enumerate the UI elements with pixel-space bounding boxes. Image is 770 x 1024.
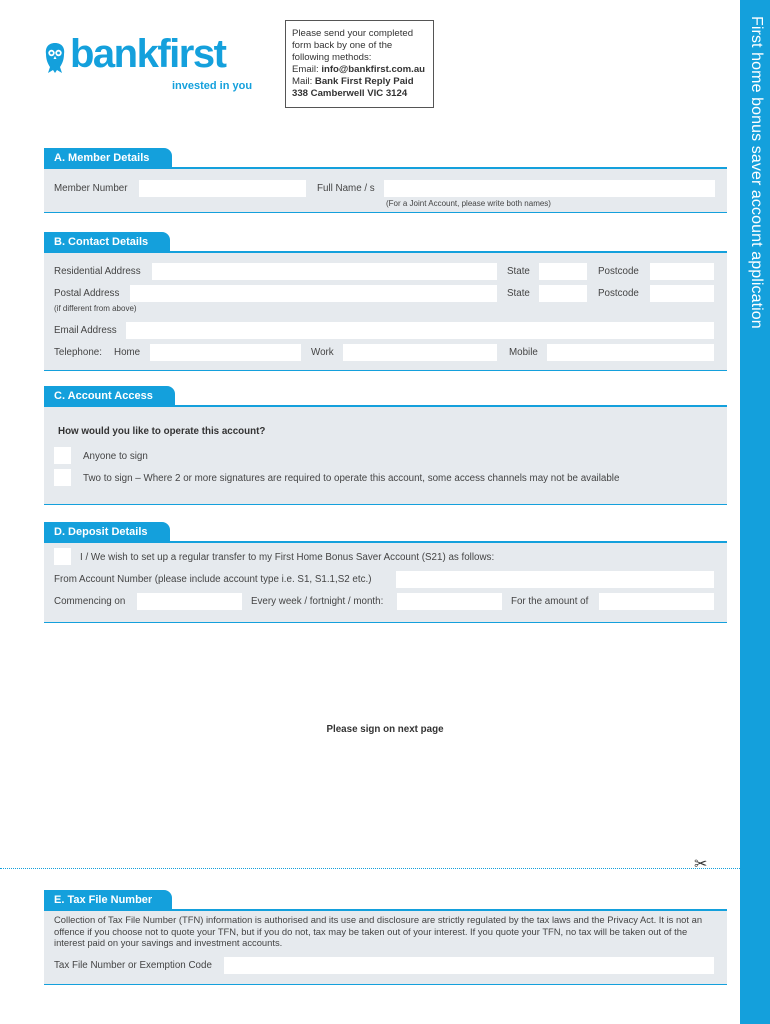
- bankfirst-logo: [44, 32, 264, 98]
- send-line-1: Please send your completed: [292, 28, 414, 39]
- residential-address-label: Residential Address: [54, 266, 141, 277]
- send-email: [292, 64, 433, 76]
- send-mail-value: Bank First Reply Paid: [314, 76, 414, 87]
- send-line-3: following methods:: [292, 52, 372, 63]
- mobile-phone-field[interactable]: [547, 344, 714, 361]
- send-mail-label: Mail:: [292, 76, 315, 87]
- send-email-value[interactable]: info@bankfirst.com.au: [321, 64, 426, 75]
- frequency-label: Every week / fortnight / month:: [251, 596, 384, 607]
- section-e-header: E. Tax File Number: [44, 890, 172, 910]
- send-mail: [292, 76, 433, 88]
- from-account-label: From Account Number (please include account type i.e. S1, S1.1,S2 etc.): [54, 574, 372, 585]
- send-instructions-box: [285, 20, 434, 108]
- residential-address-field[interactable]: [152, 263, 497, 280]
- anyone-to-sign-label: Anyone to sign: [83, 451, 148, 462]
- section-a-header: A. Member Details: [44, 148, 172, 168]
- owl-icon: [44, 42, 66, 74]
- frequency-field[interactable]: [397, 593, 502, 610]
- sign-next-page-note: Please sign on next page: [326, 724, 444, 735]
- residential-state-label: State: [507, 266, 530, 277]
- email-address-label: Email Address: [54, 325, 117, 336]
- postal-state-field[interactable]: [539, 285, 587, 302]
- amount-field[interactable]: [599, 593, 714, 610]
- full-name-label: Full Name / s: [317, 183, 375, 194]
- work-phone-field[interactable]: [343, 344, 497, 361]
- scissors-icon: ✂: [694, 856, 708, 873]
- commencing-on-field[interactable]: [137, 593, 242, 610]
- postal-address-note: (if different from above): [54, 304, 137, 313]
- side-title-text: First home bonus saver account application: [748, 16, 765, 329]
- section-c-header: C. Account Access: [44, 386, 175, 406]
- mobile-phone-label: Mobile: [509, 347, 538, 358]
- postal-address-field[interactable]: [130, 285, 497, 302]
- regular-transfer-label: I / We wish to set up a regular transfer to my First Home Bonus Saver Account (S21) as follows:: [80, 552, 495, 563]
- from-account-field[interactable]: [396, 571, 714, 588]
- postal-address-label: Postal Address: [54, 288, 120, 299]
- work-phone-label: Work: [311, 347, 334, 358]
- logo-tagline: invested in you: [172, 80, 253, 92]
- tfn-label: Tax File Number or Exemption Code: [54, 960, 212, 971]
- joint-account-note: (For a Joint Account, please write both names): [386, 199, 551, 208]
- regular-transfer-checkbox[interactable]: [54, 548, 71, 565]
- anyone-to-sign-checkbox[interactable]: [54, 447, 71, 464]
- send-line-2: form back by one of the: [292, 40, 393, 51]
- send-email-label: Email:: [292, 64, 322, 75]
- full-name-field[interactable]: [384, 180, 715, 197]
- home-phone-label: Home: [114, 347, 141, 358]
- postal-postcode-label: Postcode: [598, 288, 639, 299]
- postal-state-label: State: [507, 288, 530, 299]
- tfn-disclosure-text: Collection of Tax File Number (TFN) information is authorised and its use and disclosure are strictly regulated by the tax laws and the Privacy Act. It is not an offence if you choose not to quote your TFN, but if you do not, tax may be taken out of your interest. If you quote your TFN, no tax will be taken out of the interest paid on your savings and investment accounts.: [54, 914, 703, 948]
- access-question: How would you like to operate this account?: [58, 426, 266, 437]
- residential-state-field[interactable]: [539, 263, 587, 280]
- commencing-on-label: Commencing on: [54, 596, 126, 607]
- tfn-field[interactable]: [224, 957, 714, 974]
- residential-postcode-field[interactable]: [650, 263, 714, 280]
- send-mail-address-text: 338 Camberwell VIC 3124: [292, 88, 408, 99]
- logo-word-bank: bank: [70, 32, 158, 76]
- logo-word-first: first: [157, 32, 226, 76]
- postal-postcode-field[interactable]: [650, 285, 714, 302]
- member-number-field[interactable]: [139, 180, 306, 197]
- side-title: [740, 14, 770, 374]
- two-to-sign-label: Two to sign – Where 2 or more signatures are required to operate this account, some access channels may not be available: [83, 473, 620, 484]
- section-d-header: D. Deposit Details: [44, 522, 170, 542]
- email-address-field[interactable]: [126, 322, 714, 339]
- telephone-label: Telephone:: [54, 347, 102, 358]
- residential-postcode-label: Postcode: [598, 266, 639, 277]
- amount-label: For the amount of: [511, 596, 589, 607]
- section-b-header: B. Contact Details: [44, 232, 170, 252]
- logo-wordmark: [70, 32, 225, 77]
- send-mail-address: [292, 88, 433, 100]
- two-to-sign-checkbox[interactable]: [54, 469, 71, 486]
- member-number-label: Member Number: [54, 183, 128, 194]
- cut-line: [0, 868, 740, 869]
- home-phone-field[interactable]: [150, 344, 301, 361]
